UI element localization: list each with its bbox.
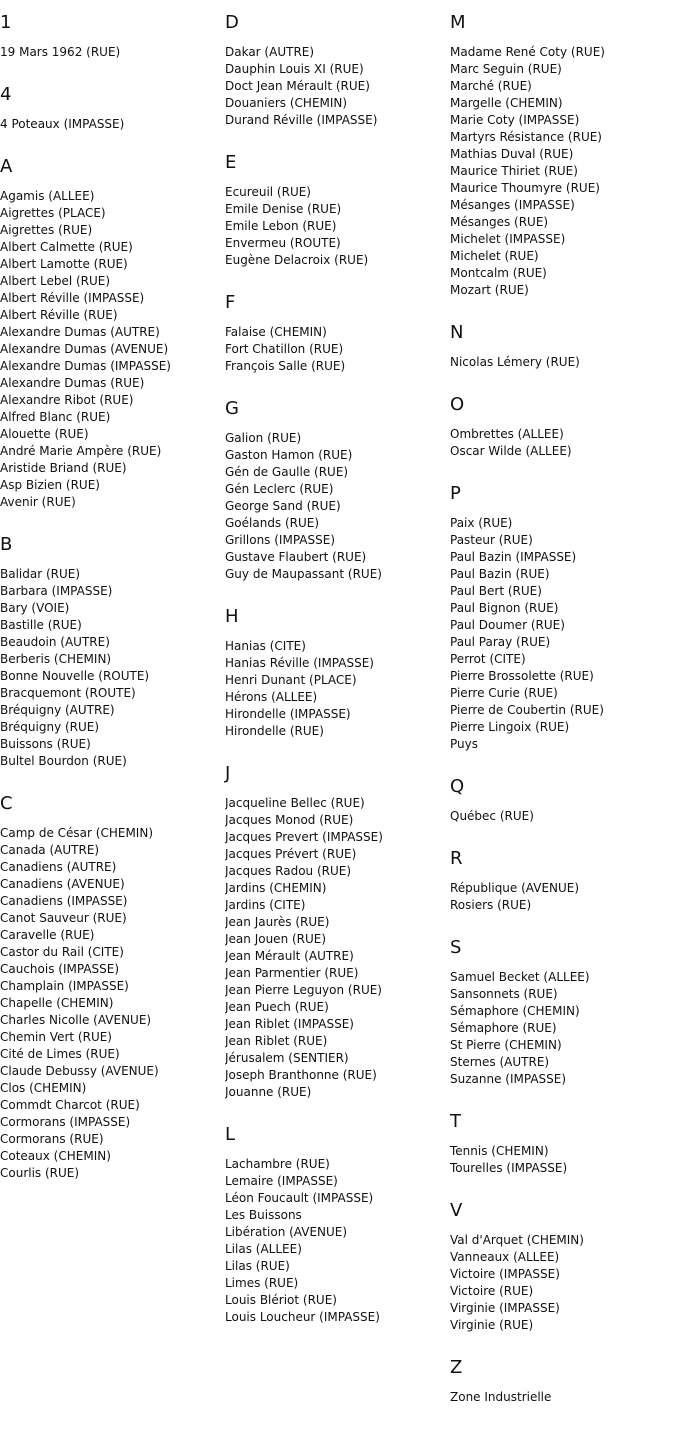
street-item: Québec (RUE) bbox=[450, 809, 534, 823]
letter-heading: S bbox=[450, 937, 462, 958]
street-item: Michelet (IMPASSE) bbox=[450, 232, 566, 246]
street-item: Pierre de Coubertin (RUE) bbox=[450, 703, 604, 717]
street-item: Jardins (CITE) bbox=[225, 898, 306, 912]
street-item: Marie Coty (IMPASSE) bbox=[450, 113, 580, 127]
letter-group bbox=[450, 484, 674, 753]
letter-group bbox=[0, 85, 224, 133]
street-item: Nicolas Lémery (RUE) bbox=[450, 355, 580, 369]
street-item: Louis Loucheur (IMPASSE) bbox=[225, 1310, 380, 1324]
street-item: Cauchois (IMPASSE) bbox=[0, 962, 120, 976]
street-item: Barbara (IMPASSE) bbox=[0, 584, 113, 598]
street-item: Rosiers (RUE) bbox=[450, 898, 532, 912]
street-list bbox=[0, 44, 224, 61]
street-item: Galion (RUE) bbox=[225, 431, 302, 445]
street-item: Albert Réville (IMPASSE) bbox=[0, 291, 145, 305]
street-list bbox=[450, 969, 674, 1088]
letter-heading: T bbox=[450, 1111, 461, 1132]
street-item: Vanneaux (ALLEE) bbox=[450, 1250, 560, 1264]
street-item: Marc Seguin (RUE) bbox=[450, 62, 562, 76]
street-item: Marché (RUE) bbox=[450, 79, 532, 93]
street-item: Alouette (RUE) bbox=[0, 427, 89, 441]
street-list bbox=[225, 324, 449, 375]
street-item: Asp Bizien (RUE) bbox=[0, 478, 100, 492]
street-item: Bultel Bourdon (RUE) bbox=[0, 754, 127, 768]
street-list bbox=[225, 44, 449, 129]
street-list bbox=[450, 1143, 674, 1177]
street-item: Sémaphore (CHEMIN) bbox=[450, 1004, 580, 1018]
street-item: Puys bbox=[450, 737, 478, 751]
street-item: Berberis (CHEMIN) bbox=[0, 652, 112, 666]
street-item: Jacques Prévert (RUE) bbox=[225, 847, 357, 861]
street-item: Hirondelle (IMPASSE) bbox=[225, 707, 351, 721]
street-item: Albert Lebel (RUE) bbox=[0, 274, 111, 288]
street-item: Paul Bazin (RUE) bbox=[450, 567, 550, 581]
street-item: André Marie Ampère (RUE) bbox=[0, 444, 162, 458]
letter-heading: G bbox=[225, 398, 239, 419]
letter-group bbox=[450, 1112, 674, 1177]
street-item: Canot Sauveur (RUE) bbox=[0, 911, 127, 925]
letter-group bbox=[0, 13, 224, 61]
street-item: Alexandre Ribot (RUE) bbox=[0, 393, 134, 407]
street-item: Guy de Maupassant (RUE) bbox=[225, 567, 382, 581]
street-item: Sansonnets (RUE) bbox=[450, 987, 558, 1001]
street-item: Victoire (RUE) bbox=[450, 1284, 534, 1298]
street-list bbox=[225, 184, 449, 269]
street-item: Mathias Duval (RUE) bbox=[450, 147, 574, 161]
letter-group bbox=[225, 153, 449, 269]
street-list bbox=[450, 880, 674, 914]
street-item: Doct Jean Mérault (RUE) bbox=[225, 79, 370, 93]
letter-group bbox=[0, 535, 224, 770]
street-item: Jean Mérault (AUTRE) bbox=[225, 949, 354, 963]
street-item: Gustave Flaubert (RUE) bbox=[225, 550, 367, 564]
street-item: Oscar Wilde (ALLEE) bbox=[450, 444, 572, 458]
street-item: Dauphin Louis XI (RUE) bbox=[225, 62, 364, 76]
street-item: Gaston Hamon (RUE) bbox=[225, 448, 353, 462]
street-item: Libération (AVENUE) bbox=[225, 1225, 348, 1239]
street-item: Jérusalem (SENTIER) bbox=[225, 1051, 349, 1065]
street-item: Grillons (IMPASSE) bbox=[225, 533, 335, 547]
street-item: Balidar (RUE) bbox=[0, 567, 81, 581]
street-item: Jean Pierre Leguyon (RUE) bbox=[225, 983, 382, 997]
street-item: Ecureuil (RUE) bbox=[225, 185, 311, 199]
street-item: Aigrettes (PLACE) bbox=[0, 206, 106, 220]
street-list bbox=[0, 825, 224, 1182]
street-item: Claude Debussy (AVENUE) bbox=[0, 1064, 159, 1078]
street-list bbox=[225, 638, 449, 740]
street-item: Paix (RUE) bbox=[450, 516, 513, 530]
street-item: Paul Doumer (RUE) bbox=[450, 618, 565, 632]
street-item: Jacqueline Bellec (RUE) bbox=[225, 796, 365, 810]
street-item: Louis Blériot (RUE) bbox=[225, 1293, 337, 1307]
street-item: Zone Industrielle bbox=[450, 1390, 552, 1404]
street-item: Emile Denise (RUE) bbox=[225, 202, 342, 216]
street-list bbox=[450, 426, 674, 460]
street-item: Léon Foucault (IMPASSE) bbox=[225, 1191, 374, 1205]
letter-heading: 1 bbox=[0, 12, 12, 33]
street-item: Les Buissons bbox=[225, 1208, 302, 1222]
letter-group bbox=[450, 395, 674, 460]
street-item: Alexandre Dumas (AVENUE) bbox=[0, 342, 169, 356]
street-item: Montcalm (RUE) bbox=[450, 266, 547, 280]
street-item: Joseph Branthonne (RUE) bbox=[225, 1068, 377, 1082]
street-item: Eugène Delacroix (RUE) bbox=[225, 253, 369, 267]
street-list bbox=[0, 116, 224, 133]
letter-group bbox=[450, 13, 674, 299]
street-item: François Salle (RUE) bbox=[225, 359, 346, 373]
street-item: Castor du Rail (CITE) bbox=[0, 945, 124, 959]
street-item: Beaudoin (AUTRE) bbox=[0, 635, 110, 649]
street-item: Canadiens (AUTRE) bbox=[0, 860, 117, 874]
street-list bbox=[450, 515, 674, 753]
street-item: Bastille (RUE) bbox=[0, 618, 82, 632]
street-item: Hérons (ALLEE) bbox=[225, 690, 318, 704]
letter-heading: F bbox=[225, 292, 236, 313]
street-item: Martyrs Résistance (RUE) bbox=[450, 130, 602, 144]
street-column-2 bbox=[225, 0, 449, 1326]
street-item: Sternes (AUTRE) bbox=[450, 1055, 550, 1069]
street-item: Cormorans (RUE) bbox=[0, 1132, 104, 1146]
letter-group bbox=[450, 1201, 674, 1334]
street-list bbox=[450, 354, 674, 371]
street-item: Albert Réville (RUE) bbox=[0, 308, 118, 322]
letter-group bbox=[225, 607, 449, 740]
street-item: Emile Lebon (RUE) bbox=[225, 219, 337, 233]
street-item: Lilas (ALLEE) bbox=[225, 1242, 302, 1256]
letter-group bbox=[450, 849, 674, 914]
street-item: Chapelle (CHEMIN) bbox=[0, 996, 114, 1010]
street-item: Jacques Prevert (IMPASSE) bbox=[225, 830, 383, 844]
street-item: St Pierre (CHEMIN) bbox=[450, 1038, 562, 1052]
street-item: Mésanges (RUE) bbox=[450, 215, 549, 229]
letter-group bbox=[0, 157, 224, 511]
street-item: Paul Bignon (RUE) bbox=[450, 601, 559, 615]
street-item: Jean Jaurès (RUE) bbox=[225, 915, 330, 929]
street-item: Hanias Réville (IMPASSE) bbox=[225, 656, 374, 670]
letter-group bbox=[225, 13, 449, 129]
street-item: Pierre Lingoix (RUE) bbox=[450, 720, 570, 734]
street-column-3 bbox=[450, 0, 674, 1406]
street-item: Pierre Curie (RUE) bbox=[450, 686, 558, 700]
street-item: Alexandre Dumas (AUTRE) bbox=[0, 325, 160, 339]
street-list bbox=[0, 188, 224, 511]
street-item: Jacques Monod (RUE) bbox=[225, 813, 354, 827]
street-list bbox=[0, 566, 224, 770]
street-item: Michelet (RUE) bbox=[450, 249, 539, 263]
street-item: Dakar (AUTRE) bbox=[225, 45, 315, 59]
letter-heading: 4 bbox=[0, 84, 12, 105]
street-item: Commdt Charcot (RUE) bbox=[0, 1098, 140, 1112]
street-item: Bonne Nouvelle (ROUTE) bbox=[0, 669, 150, 683]
street-item: Jean Riblet (IMPASSE) bbox=[225, 1017, 354, 1031]
street-item: Val d'Arquet (CHEMIN) bbox=[450, 1233, 584, 1247]
street-item: Lachambre (RUE) bbox=[225, 1157, 330, 1171]
street-item: Coteaux (CHEMIN) bbox=[0, 1149, 111, 1163]
letter-group bbox=[450, 777, 674, 825]
street-item: George Sand (RUE) bbox=[225, 499, 341, 513]
letter-heading: L bbox=[225, 1124, 236, 1145]
street-item: Bary (VOIE) bbox=[0, 601, 70, 615]
letter-heading: B bbox=[0, 534, 13, 555]
street-item: Bréquigny (AUTRE) bbox=[0, 703, 115, 717]
street-item: Suzanne (IMPASSE) bbox=[450, 1072, 567, 1086]
street-item: Bréquigny (RUE) bbox=[0, 720, 100, 734]
street-item: Paul Bert (RUE) bbox=[450, 584, 542, 598]
street-item: Agamis (ALLEE) bbox=[0, 189, 95, 203]
street-item: Albert Lamotte (RUE) bbox=[0, 257, 128, 271]
street-item: Buissons (RUE) bbox=[0, 737, 91, 751]
street-item: Tourelles (IMPASSE) bbox=[450, 1161, 568, 1175]
street-item: Virginie (IMPASSE) bbox=[450, 1301, 560, 1315]
street-item: Clos (CHEMIN) bbox=[0, 1081, 87, 1095]
street-item: Jean Riblet (RUE) bbox=[225, 1034, 328, 1048]
street-list bbox=[225, 795, 449, 1101]
street-item: Hirondelle (RUE) bbox=[225, 724, 324, 738]
street-item: 4 Poteaux (IMPASSE) bbox=[0, 117, 125, 131]
street-item: Gén Leclerc (RUE) bbox=[225, 482, 334, 496]
street-item: Gén de Gaulle (RUE) bbox=[225, 465, 349, 479]
street-item: Ombrettes (ALLEE) bbox=[450, 427, 564, 441]
letter-heading: D bbox=[225, 12, 239, 33]
street-item: Goélands (RUE) bbox=[225, 516, 320, 530]
street-list bbox=[225, 430, 449, 583]
street-item: Cité de Limes (RUE) bbox=[0, 1047, 120, 1061]
letter-group bbox=[450, 1358, 674, 1406]
street-item: Maurice Thoumyre (RUE) bbox=[450, 181, 600, 195]
street-item: Jacques Radou (RUE) bbox=[225, 864, 352, 878]
street-item: Mésanges (IMPASSE) bbox=[450, 198, 575, 212]
street-item: Avenir (RUE) bbox=[0, 495, 76, 509]
street-item: Caravelle (RUE) bbox=[0, 928, 95, 942]
street-list bbox=[450, 808, 674, 825]
street-item: Albert Calmette (RUE) bbox=[0, 240, 133, 254]
street-column-1 bbox=[0, 0, 224, 1182]
street-item: Perrot (CITE) bbox=[450, 652, 526, 666]
street-item: Mozart (RUE) bbox=[450, 283, 529, 297]
street-item: Durand Réville (IMPASSE) bbox=[225, 113, 378, 127]
street-item: Tennis (CHEMIN) bbox=[450, 1144, 549, 1158]
street-item: 19 Mars 1962 (RUE) bbox=[0, 45, 121, 59]
street-item: Alfred Blanc (RUE) bbox=[0, 410, 111, 424]
street-list bbox=[450, 1232, 674, 1334]
street-item: Cormorans (IMPASSE) bbox=[0, 1115, 131, 1129]
street-item: Paul Bazin (IMPASSE) bbox=[450, 550, 577, 564]
letter-heading: M bbox=[450, 12, 466, 33]
street-item: Canadiens (AVENUE) bbox=[0, 877, 125, 891]
street-item: Pierre Brossolette (RUE) bbox=[450, 669, 594, 683]
letter-heading: N bbox=[450, 322, 464, 343]
street-item: Jean Puech (RUE) bbox=[225, 1000, 329, 1014]
street-list bbox=[450, 1389, 674, 1406]
letter-group bbox=[450, 323, 674, 371]
street-item: Chemin Vert (RUE) bbox=[0, 1030, 112, 1044]
letter-group bbox=[225, 293, 449, 375]
street-item: Fort Chatillon (RUE) bbox=[225, 342, 344, 356]
street-item: Courlis (RUE) bbox=[0, 1166, 80, 1180]
street-item: Madame René Coty (RUE) bbox=[450, 45, 605, 59]
street-item: République (AVENUE) bbox=[450, 881, 580, 895]
letter-heading: E bbox=[225, 152, 237, 173]
street-item: Paul Paray (RUE) bbox=[450, 635, 551, 649]
letter-group bbox=[225, 399, 449, 583]
letter-group bbox=[225, 1125, 449, 1326]
street-item: Jean Jouen (RUE) bbox=[225, 932, 327, 946]
letter-group bbox=[0, 794, 224, 1182]
letter-heading: P bbox=[450, 483, 461, 504]
letter-heading: V bbox=[450, 1200, 463, 1221]
letter-heading: Q bbox=[450, 776, 465, 797]
letter-heading: O bbox=[450, 394, 465, 415]
street-item: Lemaire (IMPASSE) bbox=[225, 1174, 338, 1188]
street-item: Envermeu (ROUTE) bbox=[225, 236, 341, 250]
street-item: Charles Nicolle (AVENUE) bbox=[0, 1013, 152, 1027]
street-item: Alexandre Dumas (RUE) bbox=[0, 376, 145, 390]
street-item: Canada (AUTRE) bbox=[0, 843, 100, 857]
street-item: Lilas (RUE) bbox=[225, 1259, 290, 1273]
letter-heading: H bbox=[225, 606, 239, 627]
street-item: Victoire (IMPASSE) bbox=[450, 1267, 560, 1281]
street-item: Jean Parmentier (RUE) bbox=[225, 966, 359, 980]
street-item: Samuel Becket (ALLEE) bbox=[450, 970, 590, 984]
street-item: Pasteur (RUE) bbox=[450, 533, 533, 547]
letter-heading: R bbox=[450, 848, 463, 869]
letter-group bbox=[225, 764, 449, 1101]
street-item: Canadiens (IMPASSE) bbox=[0, 894, 128, 908]
letter-heading: J bbox=[225, 763, 231, 784]
letter-group bbox=[450, 938, 674, 1088]
street-item: Maurice Thiriet (RUE) bbox=[450, 164, 578, 178]
street-item: Limes (RUE) bbox=[225, 1276, 299, 1290]
street-list bbox=[225, 1156, 449, 1326]
street-item: Douaniers (CHEMIN) bbox=[225, 96, 348, 110]
street-item: Aristide Briand (RUE) bbox=[0, 461, 127, 475]
street-item: Henri Dunant (PLACE) bbox=[225, 673, 357, 687]
street-item: Alexandre Dumas (IMPASSE) bbox=[0, 359, 171, 373]
letter-heading: A bbox=[0, 156, 13, 177]
street-item: Sémaphore (RUE) bbox=[450, 1021, 557, 1035]
street-item: Jardins (CHEMIN) bbox=[225, 881, 327, 895]
street-item: Aigrettes (RUE) bbox=[0, 223, 93, 237]
letter-heading: Z bbox=[450, 1357, 463, 1378]
street-item: Falaise (CHEMIN) bbox=[225, 325, 327, 339]
street-item: Champlain (IMPASSE) bbox=[0, 979, 129, 993]
street-item: Camp de César (CHEMIN) bbox=[0, 826, 153, 840]
street-item: Virginie (RUE) bbox=[450, 1318, 534, 1332]
street-item: Jouanne (RUE) bbox=[225, 1085, 312, 1099]
street-item: Bracquemont (ROUTE) bbox=[0, 686, 136, 700]
letter-heading: C bbox=[0, 793, 13, 814]
street-list bbox=[450, 44, 674, 299]
street-item: Margelle (CHEMIN) bbox=[450, 96, 563, 110]
street-item: Hanias (CITE) bbox=[225, 639, 306, 653]
